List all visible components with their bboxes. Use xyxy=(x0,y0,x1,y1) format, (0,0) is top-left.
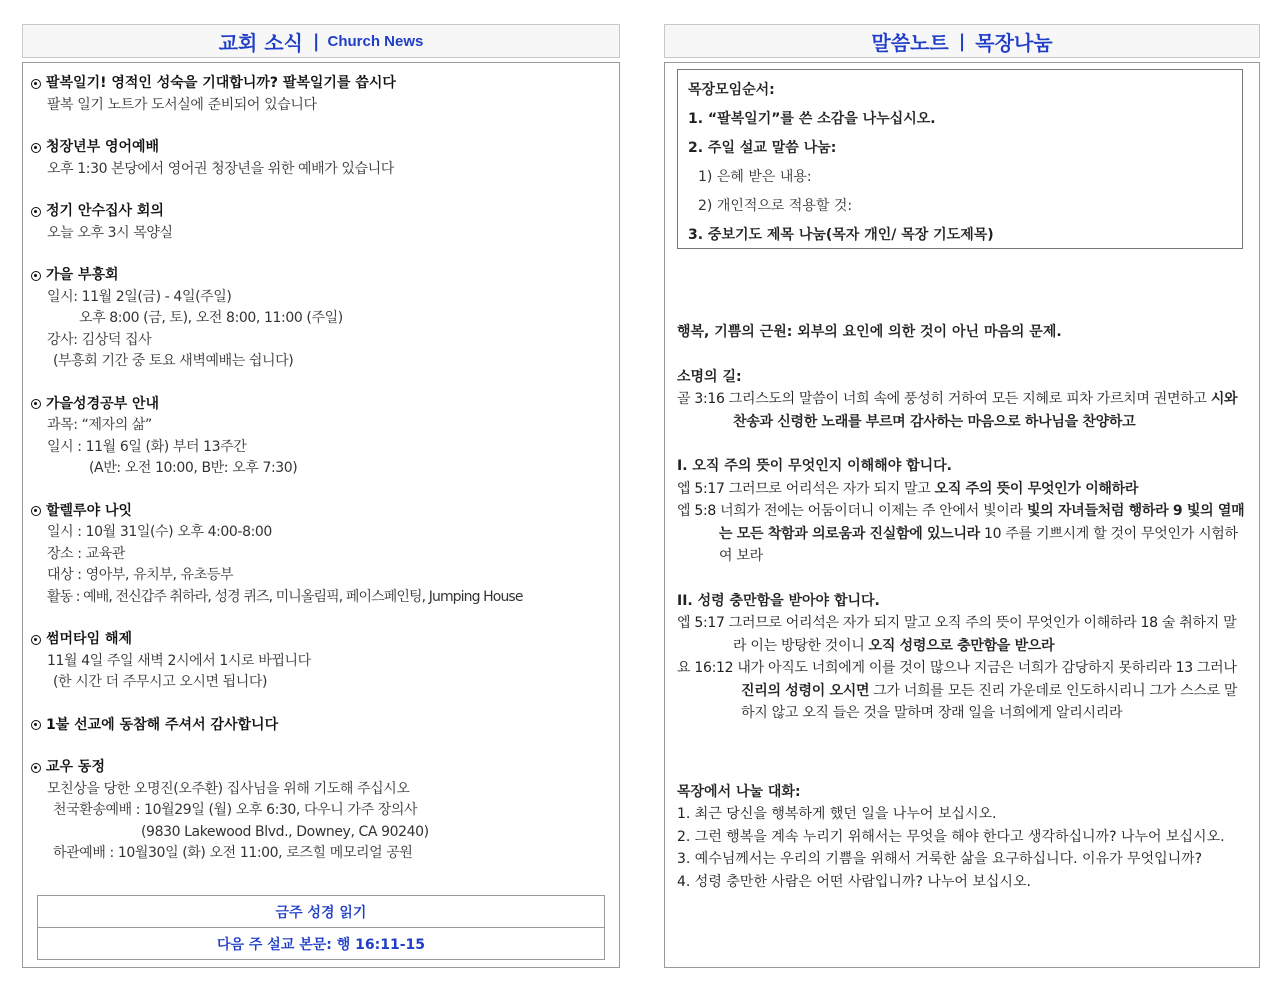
verse-eph-5-8: 엡 5:8 너희가 전에는 어둠이더니 이제는 주 안에서 빛이라 빛의 자녀들처럼 행하라 9 빛의 열매는 모든 착함과 의로움과 진실함에 있느니라 10 주를 기쁘시게 할 것이 무엇인가 시험하여 보라 xyxy=(677,503,1245,564)
bullet-circle-icon xyxy=(31,79,41,89)
news-item-mission xyxy=(31,715,613,737)
next-sermon-text: 다음 주 설교 본문: 행 16:11-15 xyxy=(38,927,604,959)
cell-sharing-title: 목장나눔 xyxy=(975,30,1053,55)
news-line: 팔복 일기 노트가 도서실에 준비되어 있습니다 xyxy=(47,96,317,113)
discussion-question: 1. 최근 당신을 행복하게 했던 일을 나누어 보십시오. xyxy=(677,806,997,822)
church-news-header xyxy=(22,24,620,58)
news-list xyxy=(23,63,619,865)
bullet-circle-icon xyxy=(31,720,41,730)
news-title: 가을성경공부 안내 xyxy=(46,395,160,412)
order-heading: 목장모임순서: xyxy=(688,82,775,98)
news-line: (부흥회 기간 중 토요 새벽예배는 쉽니다) xyxy=(53,353,294,369)
news-line: 활동 : 예배, 전신갑주 취하라, 성경 퀴즈, 미니올림픽, 페이스페인팅, Jumping House xyxy=(47,588,523,605)
news-title: 청장년부 영어예배 xyxy=(46,139,160,155)
verse-john-16-12: 요 16:12 내가 아직도 너희에게 이를 것이 많으나 지금은 너희가 감당하지 못하리라 13 그러나 진리의 성령이 오시면 그가 너희를 모든 진리 가운데로 인도하시리니 그가 스스로 말하지 않고 오직 들은 것을 말하며 장래 일을 너희에게 알리시리라 xyxy=(677,660,1238,721)
sermon-notes-panel xyxy=(664,24,1260,890)
sermon-notes-header xyxy=(664,24,1260,58)
news-item-english-service xyxy=(31,137,613,180)
news-line: 오후 8:00 (금, 토), 오전 8:00, 11:00 (주일) xyxy=(79,310,343,326)
weekly-reading-title: 금주 성경 읽기 xyxy=(275,904,367,921)
news-item-member-news xyxy=(31,757,613,865)
bullet-circle-icon xyxy=(31,635,41,645)
church-news-body xyxy=(22,62,620,968)
church-news-title-ko: 교회 소식 xyxy=(218,30,303,55)
news-item-diary xyxy=(31,73,613,116)
news-title: 정기 안수집사 회의 xyxy=(46,203,164,219)
news-line: 일시 : 11월 6일 (화) 부터 13주간 xyxy=(47,438,247,455)
order-item: 2. 주일 설교 말씀 나눔: xyxy=(688,140,837,156)
section-2-heading: II. 성령 충만함을 받아야 합니다. xyxy=(677,592,880,609)
news-line: 오늘 오후 3시 목양실 xyxy=(47,224,173,241)
title-separator: | xyxy=(958,30,966,52)
church-news-panel xyxy=(22,24,620,953)
news-line: 일시: 11월 2일(금) - 4일(주일) xyxy=(47,288,232,305)
news-line: 과목: “제자의 삶” xyxy=(47,417,152,433)
bullet-circle-icon xyxy=(31,271,41,281)
news-line: 강사: 김상덕 집사 xyxy=(47,331,152,348)
news-line: 모친상을 당한 오명진(오주환) 집사님을 위해 기도해 주십시오 xyxy=(47,780,410,797)
news-title: 팔복일기! 영적인 성숙을 기대합니까? 팔복일기를 씁시다 xyxy=(46,75,396,91)
bullet-circle-icon xyxy=(31,207,41,217)
verse-col-3-16: 골 3:16 그리스도의 말씀이 너희 속에 풍성히 거하여 모든 지혜로 피차 가르치며 권면하고 시와 찬송과 신령한 노래를 부르며 감사하는 마음으로 하나님을 찬양하고 xyxy=(677,391,1238,430)
news-line: (A반: 오전 10:00, B반: 오후 7:30) xyxy=(89,460,298,476)
title-separator: | xyxy=(312,30,320,52)
news-item-bible-study xyxy=(31,394,613,480)
news-item-hallelujah-night xyxy=(31,501,613,609)
news-line: 11월 4일 주일 새벽 2시에서 1시로 바뀝니다 xyxy=(47,652,311,669)
discussion-heading: 목장에서 나눌 대화: xyxy=(677,783,801,800)
sermon-notes xyxy=(677,321,1249,893)
meeting-order-box xyxy=(677,69,1243,249)
discussion-question: 3. 예수님께서는 우리의 기쁨을 위해서 거룩한 삶을 요구하십니다. 이유가 무엇입니까? xyxy=(677,851,1203,867)
news-title: 할렐루야 나잇 xyxy=(46,502,133,519)
church-news-title-en: Church News xyxy=(327,32,424,50)
news-line: 천국환송예배 : 10월29일 (월) 오후 6:30, 다우니 가주 장의사 xyxy=(53,802,418,818)
news-item-daylight-saving xyxy=(31,629,613,694)
news-line: 하관예배 : 10월30일 (화) 오전 11:00, 로즈힐 메모리얼 공원 xyxy=(53,845,413,861)
bible-reading-box xyxy=(37,895,605,960)
calling-heading: 소명의 길: xyxy=(677,368,742,385)
news-item-deacon-meeting xyxy=(31,201,613,244)
theme-line: 행복, 기쁨의 근원: 외부의 요인에 의한 것이 아닌 마음의 문제. xyxy=(677,324,1062,340)
order-item: 1. “팔복일기”를 쓴 소감을 나누십시오. xyxy=(688,111,936,127)
news-title: 가을 부흥회 xyxy=(46,267,119,283)
bullet-circle-icon xyxy=(31,143,41,153)
news-line: (한 시간 더 주무시고 오시면 됩니다) xyxy=(53,674,268,690)
sermon-notes-title: 말씀노트 xyxy=(871,30,949,55)
bullet-circle-icon xyxy=(31,506,41,516)
news-line: 일시 : 10월 31일(수) 오후 4:00-8:00 xyxy=(47,524,272,540)
news-title: 교우 동정 xyxy=(46,759,105,775)
news-line: 오후 1:30 본당에서 영어권 청장년을 위한 예배가 있습니다 xyxy=(47,160,394,177)
discussion-question: 2. 그런 행복을 계속 누리기 위해서는 무엇을 해야 한다고 생각하십니까? 나누어 보십시오. xyxy=(677,828,1225,845)
bullet-circle-icon xyxy=(31,399,41,409)
sermon-notes-body xyxy=(664,62,1260,968)
verse-eph-5-17: 엡 5:17 그러므로 어리석은 자가 되지 말고 오직 주의 뜻이 무엇인가 이해하라 xyxy=(677,480,1139,497)
verse-eph-5-18: 엡 5:17 그러므로 어리석은 자가 되지 말고 오직 주의 뜻이 무엇인가 이해하라 18 술 취하지 말라 이는 방탕한 것이니 오직 성령으로 충만함을 받으라 xyxy=(677,615,1237,654)
order-item: 3. 중보기도 제목 나눔(목자 개인/ 목장 기도제목) xyxy=(688,227,994,243)
news-item-revival xyxy=(31,265,613,373)
news-line: 장소 : 교육관 xyxy=(47,545,126,562)
order-subitem: 2) 개인적으로 적용할 것: xyxy=(698,198,853,214)
news-line: 대상 : 영아부, 유치부, 유초등부 xyxy=(47,567,234,583)
order-subitem: 1) 은혜 받은 내용: xyxy=(698,169,812,185)
news-line: (9830 Lakewood Blvd., Downey, CA 90240) xyxy=(141,823,429,840)
section-1-heading: I. 오직 주의 뜻이 무엇인지 이해해야 합니다. xyxy=(677,458,952,474)
bullet-circle-icon xyxy=(31,763,41,773)
news-title: 썸머타임 해제 xyxy=(46,631,133,647)
discussion-question: 4. 성령 충만한 사람은 어떤 사람입니까? 나누어 보십시오. xyxy=(677,873,1031,890)
news-title: 1불 선교에 동참해 주셔서 감사합니다 xyxy=(46,716,279,733)
